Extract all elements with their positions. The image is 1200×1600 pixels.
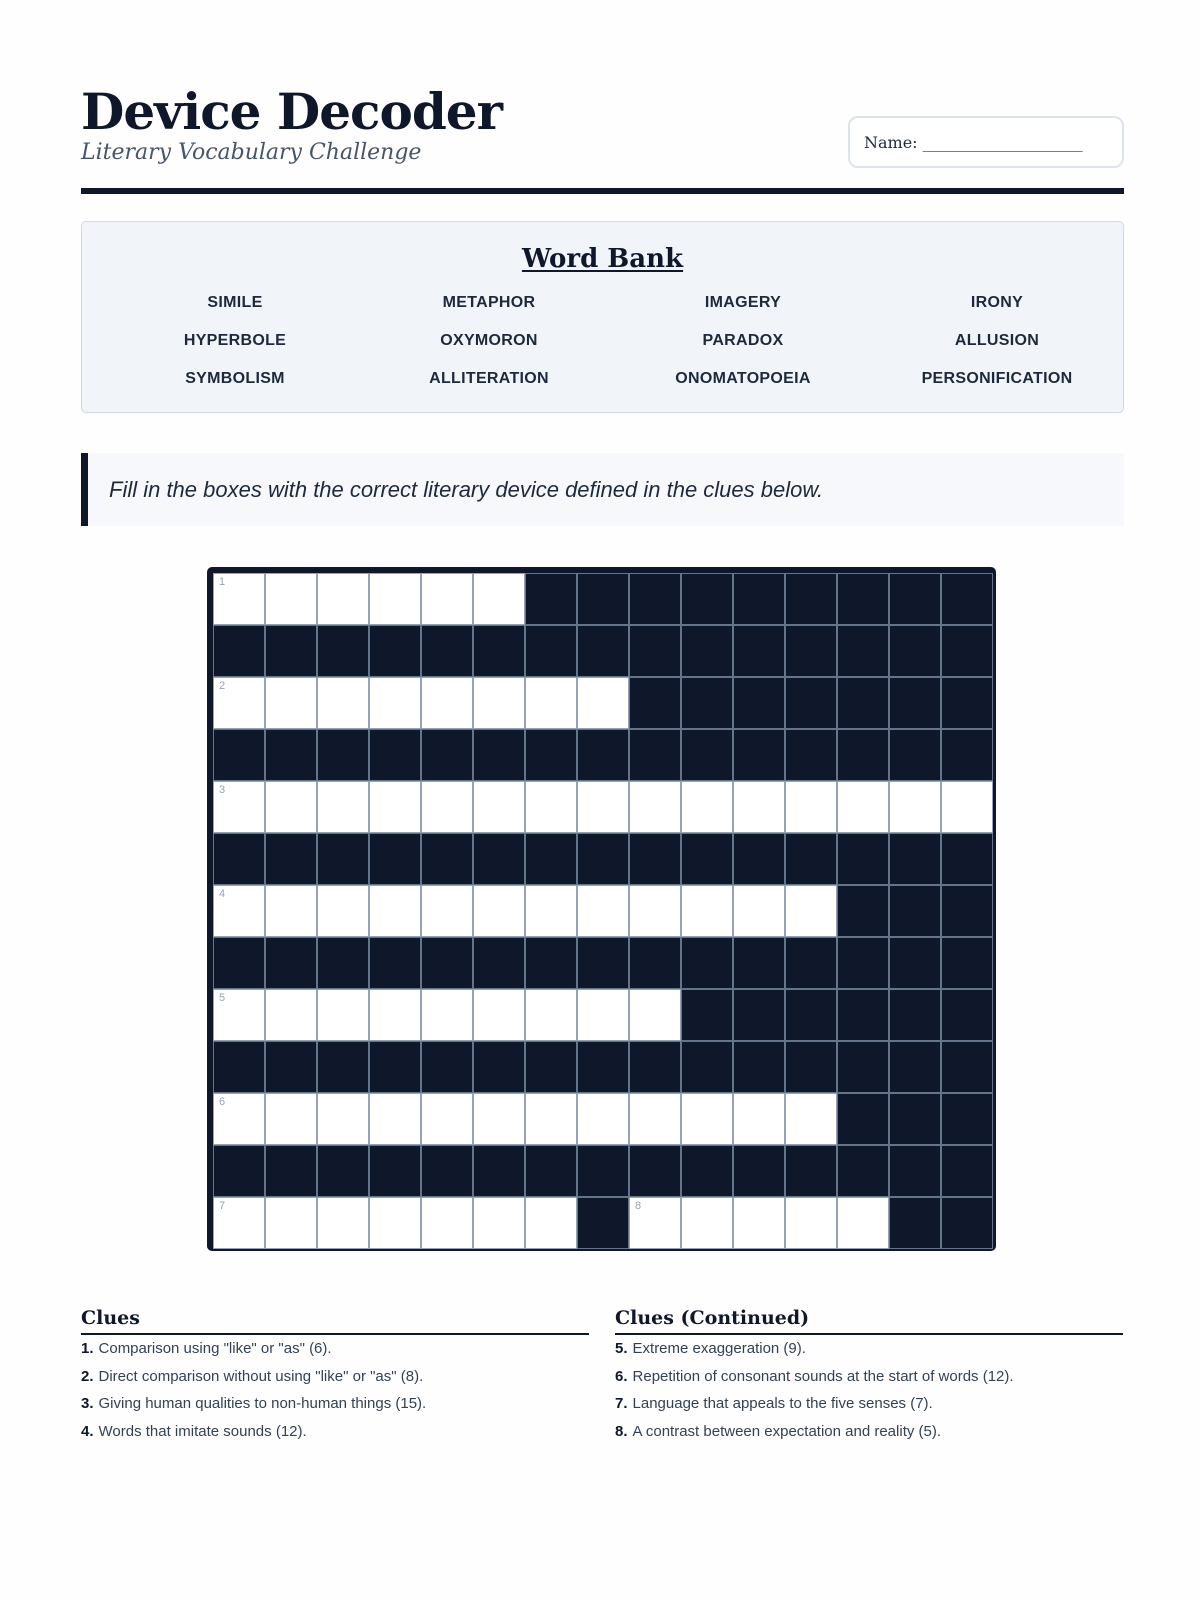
crossword-cell[interactable] bbox=[369, 989, 421, 1041]
crossword-cell[interactable] bbox=[733, 1197, 785, 1249]
word-bank-item: ALLUSION bbox=[954, 332, 1040, 349]
crossword-block bbox=[837, 989, 889, 1041]
crossword-cells bbox=[213, 573, 990, 1249]
crossword-cell[interactable] bbox=[525, 989, 577, 1041]
crossword-cell[interactable] bbox=[421, 885, 473, 937]
crossword-block bbox=[785, 1041, 837, 1093]
crossword-cell[interactable] bbox=[837, 1197, 889, 1249]
clues-continued-heading: Clues (Continued) bbox=[615, 1305, 1123, 1335]
clue-number-label: 6 bbox=[219, 1096, 226, 1108]
crossword-block bbox=[421, 729, 473, 781]
clue-number: 7. bbox=[615, 1395, 628, 1412]
word-bank bbox=[81, 221, 1124, 413]
crossword-block bbox=[941, 1197, 993, 1249]
word-bank-title: Word Bank bbox=[521, 244, 684, 274]
crossword-block bbox=[889, 1041, 941, 1093]
crossword-block bbox=[369, 1145, 421, 1197]
crossword-block bbox=[369, 625, 421, 677]
crossword-cell[interactable] bbox=[681, 885, 733, 937]
crossword-block bbox=[837, 729, 889, 781]
crossword-cell[interactable] bbox=[473, 989, 525, 1041]
crossword-cell[interactable] bbox=[733, 1093, 785, 1145]
clues-heading: Clues bbox=[81, 1305, 589, 1335]
crossword-cell[interactable] bbox=[213, 1093, 265, 1145]
clue-text: Extreme exaggeration (9). bbox=[632, 1340, 806, 1357]
word-bank-item: SIMILE bbox=[207, 294, 263, 311]
crossword-cell[interactable] bbox=[629, 885, 681, 937]
crossword-block bbox=[733, 573, 785, 625]
crossword-block bbox=[265, 937, 317, 989]
crossword-cell[interactable] bbox=[785, 1197, 837, 1249]
crossword-block bbox=[473, 625, 525, 677]
crossword-cell[interactable] bbox=[421, 573, 473, 625]
clue-text: Direct comparison without using "like" or "as" (8). bbox=[98, 1367, 424, 1385]
crossword-block bbox=[837, 833, 889, 885]
crossword-cell[interactable] bbox=[213, 989, 265, 1041]
crossword-cell[interactable] bbox=[473, 677, 525, 729]
crossword-block bbox=[421, 625, 473, 677]
name-field[interactable]: Name: ____________________ bbox=[848, 116, 1124, 168]
crossword-block bbox=[421, 1041, 473, 1093]
crossword-cell[interactable] bbox=[265, 1093, 317, 1145]
crossword-cell[interactable] bbox=[421, 1197, 473, 1249]
crossword-block bbox=[525, 625, 577, 677]
word-bank-item: PARADOX bbox=[702, 332, 784, 349]
crossword-block bbox=[213, 1145, 265, 1197]
crossword-block bbox=[629, 1041, 681, 1093]
instruction-callout: Fill in the boxes with the correct literary device defined in the clues below. bbox=[81, 453, 1124, 526]
crossword-block bbox=[525, 573, 577, 625]
crossword-block bbox=[733, 1145, 785, 1197]
word-bank-item: ALLITERATION bbox=[429, 370, 549, 387]
crossword-block bbox=[889, 1197, 941, 1249]
crossword-cell[interactable] bbox=[525, 885, 577, 937]
crossword-cell[interactable] bbox=[265, 989, 317, 1041]
crossword-cell[interactable] bbox=[681, 781, 733, 833]
crossword-cell[interactable] bbox=[421, 989, 473, 1041]
crossword-block bbox=[421, 1145, 473, 1197]
clue-number: 4. bbox=[81, 1422, 94, 1440]
crossword-block bbox=[733, 625, 785, 677]
crossword-block bbox=[941, 1093, 993, 1145]
crossword-block bbox=[473, 833, 525, 885]
crossword-block bbox=[213, 937, 265, 989]
crossword-block bbox=[837, 573, 889, 625]
word-bank-item: IRONY bbox=[970, 294, 1024, 311]
crossword-cell[interactable] bbox=[525, 781, 577, 833]
crossword-block bbox=[889, 729, 941, 781]
crossword-block bbox=[317, 1041, 369, 1093]
crossword-cell[interactable] bbox=[473, 1093, 525, 1145]
clue-number-label: 3 bbox=[219, 784, 226, 796]
crossword-block bbox=[525, 729, 577, 781]
clue-text: Comparison using "like" or "as" (6). bbox=[98, 1340, 332, 1357]
crossword-block bbox=[629, 937, 681, 989]
crossword-block bbox=[837, 1145, 889, 1197]
crossword-cell[interactable] bbox=[369, 781, 421, 833]
crossword-block bbox=[577, 625, 629, 677]
crossword-block bbox=[265, 833, 317, 885]
word-bank-item: OXYMORON bbox=[440, 332, 538, 349]
crossword-block bbox=[785, 729, 837, 781]
crossword-block bbox=[681, 833, 733, 885]
crossword-block bbox=[733, 1041, 785, 1093]
crossword-cell[interactable] bbox=[213, 677, 265, 729]
crossword-block bbox=[889, 885, 941, 937]
clue-number: 8. bbox=[615, 1422, 628, 1440]
word-bank-grid bbox=[108, 284, 1124, 398]
crossword-block bbox=[889, 937, 941, 989]
crossword-cell[interactable] bbox=[577, 677, 629, 729]
crossword-block bbox=[837, 1041, 889, 1093]
crossword-block bbox=[629, 573, 681, 625]
crossword-cell[interactable] bbox=[265, 1197, 317, 1249]
crossword-cell[interactable] bbox=[265, 885, 317, 937]
crossword-cell[interactable] bbox=[369, 677, 421, 729]
crossword-block bbox=[733, 937, 785, 989]
crossword-block bbox=[525, 1145, 577, 1197]
crossword-cell[interactable] bbox=[265, 573, 317, 625]
crossword-cell[interactable] bbox=[629, 1093, 681, 1145]
crossword-cell[interactable] bbox=[473, 781, 525, 833]
crossword-block bbox=[265, 1041, 317, 1093]
crossword-block bbox=[941, 677, 993, 729]
crossword-block bbox=[213, 625, 265, 677]
crossword-block bbox=[577, 1041, 629, 1093]
crossword-cell[interactable] bbox=[421, 1093, 473, 1145]
clue-text: Repetition of consonant sounds at the start of words (12). bbox=[632, 1367, 1014, 1385]
crossword-cell[interactable] bbox=[317, 573, 369, 625]
crossword-cell[interactable] bbox=[525, 677, 577, 729]
crossword-block bbox=[681, 573, 733, 625]
clue-item bbox=[81, 1390, 589, 1418]
crossword-cell[interactable] bbox=[421, 677, 473, 729]
crossword-block bbox=[837, 885, 889, 937]
crossword-block bbox=[629, 1145, 681, 1197]
crossword-cell[interactable] bbox=[733, 781, 785, 833]
crossword-block bbox=[941, 937, 993, 989]
word-bank-item: PERSONIFICATION bbox=[921, 370, 1073, 387]
crossword-block bbox=[941, 625, 993, 677]
crossword-cell[interactable] bbox=[421, 781, 473, 833]
clue-item bbox=[615, 1418, 1123, 1446]
crossword-block bbox=[369, 833, 421, 885]
clue-item bbox=[81, 1335, 589, 1363]
crossword-cell[interactable] bbox=[681, 1093, 733, 1145]
crossword-block bbox=[629, 625, 681, 677]
crossword-block bbox=[733, 833, 785, 885]
crossword-block bbox=[577, 573, 629, 625]
crossword-cell[interactable] bbox=[889, 781, 941, 833]
page-subtitle: Literary Vocabulary Challenge bbox=[81, 140, 422, 165]
crossword-cell[interactable] bbox=[785, 1093, 837, 1145]
crossword-cell[interactable] bbox=[317, 781, 369, 833]
crossword-cell[interactable] bbox=[577, 781, 629, 833]
crossword-block bbox=[889, 625, 941, 677]
crossword-block bbox=[577, 729, 629, 781]
crossword-block bbox=[421, 937, 473, 989]
word-bank-item: METAPHOR bbox=[442, 294, 536, 311]
crossword-block bbox=[941, 989, 993, 1041]
clue-number-label: 5 bbox=[219, 992, 226, 1004]
crossword-cell[interactable] bbox=[213, 1197, 265, 1249]
crossword-block bbox=[681, 729, 733, 781]
crossword-block bbox=[837, 625, 889, 677]
clue-item bbox=[615, 1363, 1123, 1391]
crossword-block bbox=[577, 833, 629, 885]
header-divider bbox=[81, 188, 1124, 194]
crossword-cell[interactable] bbox=[369, 1197, 421, 1249]
crossword-cell[interactable] bbox=[265, 781, 317, 833]
crossword-block bbox=[473, 937, 525, 989]
crossword-cell[interactable] bbox=[525, 1093, 577, 1145]
page-title: Device Decoder bbox=[81, 82, 502, 141]
crossword-block bbox=[265, 729, 317, 781]
crossword-block bbox=[941, 833, 993, 885]
clue-text: Giving human qualities to non-human things (15). bbox=[98, 1395, 427, 1412]
crossword-cell[interactable] bbox=[577, 989, 629, 1041]
clues-column-right bbox=[615, 1305, 1123, 1445]
crossword-block bbox=[369, 937, 421, 989]
crossword-cell[interactable] bbox=[629, 781, 681, 833]
crossword-cell[interactable] bbox=[525, 1197, 577, 1249]
crossword-block bbox=[733, 729, 785, 781]
crossword-cell[interactable] bbox=[317, 989, 369, 1041]
crossword-block bbox=[265, 625, 317, 677]
clue-item bbox=[615, 1335, 1123, 1363]
clue-text: Language that appeals to the five senses (7). bbox=[632, 1395, 933, 1412]
crossword-block bbox=[369, 729, 421, 781]
crossword-block bbox=[473, 1041, 525, 1093]
crossword-block bbox=[317, 625, 369, 677]
crossword-block bbox=[889, 1093, 941, 1145]
crossword-cell[interactable] bbox=[629, 989, 681, 1041]
crossword-block bbox=[681, 1145, 733, 1197]
crossword-cell[interactable] bbox=[317, 885, 369, 937]
crossword-block bbox=[837, 1093, 889, 1145]
clue-number-label: 7 bbox=[219, 1200, 226, 1212]
clue-number-label: 2 bbox=[219, 680, 226, 692]
crossword-block bbox=[525, 937, 577, 989]
crossword-block bbox=[941, 1145, 993, 1197]
crossword-cell[interactable] bbox=[629, 1197, 681, 1249]
crossword-block bbox=[473, 729, 525, 781]
crossword-block bbox=[889, 677, 941, 729]
crossword-block bbox=[213, 833, 265, 885]
crossword-cell[interactable] bbox=[577, 1093, 629, 1145]
crossword-block bbox=[733, 677, 785, 729]
crossword-cell[interactable] bbox=[681, 1197, 733, 1249]
crossword-cell[interactable] bbox=[733, 885, 785, 937]
word-bank-item: HYPERBOLE bbox=[183, 332, 287, 349]
clue-number-label: 4 bbox=[219, 888, 226, 900]
crossword-block bbox=[785, 989, 837, 1041]
crossword-block bbox=[577, 1197, 629, 1249]
crossword-block bbox=[317, 1145, 369, 1197]
crossword-cell[interactable] bbox=[785, 885, 837, 937]
crossword-block bbox=[577, 937, 629, 989]
clues-column-left bbox=[81, 1305, 589, 1445]
crossword-cell[interactable] bbox=[941, 781, 993, 833]
crossword-block bbox=[629, 677, 681, 729]
clue-text: A contrast between expectation and reality (5). bbox=[632, 1422, 942, 1440]
crossword-block bbox=[421, 833, 473, 885]
clue-number-label: 1 bbox=[219, 576, 226, 588]
crossword-block bbox=[785, 833, 837, 885]
crossword-block bbox=[889, 1145, 941, 1197]
crossword-cell[interactable] bbox=[265, 677, 317, 729]
crossword-block bbox=[629, 729, 681, 781]
crossword-cell[interactable] bbox=[473, 573, 525, 625]
crossword-cell[interactable] bbox=[317, 677, 369, 729]
crossword-cell[interactable] bbox=[837, 781, 889, 833]
crossword-block bbox=[889, 833, 941, 885]
clue-number: 5. bbox=[615, 1340, 628, 1357]
crossword-block bbox=[681, 989, 733, 1041]
crossword-cell[interactable] bbox=[473, 885, 525, 937]
crossword-block bbox=[369, 1041, 421, 1093]
clue-item bbox=[81, 1418, 589, 1446]
crossword-block bbox=[837, 677, 889, 729]
crossword-cell[interactable] bbox=[213, 573, 265, 625]
clue-number: 3. bbox=[81, 1395, 94, 1412]
crossword-cell[interactable] bbox=[785, 781, 837, 833]
crossword-block bbox=[681, 677, 733, 729]
crossword-cell[interactable] bbox=[317, 1093, 369, 1145]
crossword-block bbox=[941, 573, 993, 625]
clue-item bbox=[81, 1363, 589, 1391]
crossword-cell[interactable] bbox=[473, 1197, 525, 1249]
crossword-cell[interactable] bbox=[317, 1197, 369, 1249]
clue-number: 2. bbox=[81, 1367, 94, 1385]
crossword-block bbox=[681, 625, 733, 677]
crossword-block bbox=[889, 989, 941, 1041]
crossword-block bbox=[681, 1041, 733, 1093]
word-bank-item: SYMBOLISM bbox=[185, 370, 285, 387]
page-header bbox=[81, 80, 1124, 193]
clue-number: 1. bbox=[81, 1340, 94, 1357]
crossword-block bbox=[785, 1145, 837, 1197]
crossword-block bbox=[213, 1041, 265, 1093]
crossword-block bbox=[265, 1145, 317, 1197]
word-bank-item: IMAGERY bbox=[704, 294, 782, 311]
crossword-cell[interactable] bbox=[213, 885, 265, 937]
word-bank-item: ONOMATOPOEIA bbox=[675, 370, 811, 387]
crossword-block bbox=[785, 937, 837, 989]
crossword-block bbox=[889, 573, 941, 625]
crossword-block bbox=[733, 989, 785, 1041]
crossword-block bbox=[785, 625, 837, 677]
crossword-cell[interactable] bbox=[369, 1093, 421, 1145]
clue-text: Words that imitate sounds (12). bbox=[98, 1422, 307, 1440]
crossword-block bbox=[941, 885, 993, 937]
crossword-grid bbox=[207, 567, 996, 1251]
crossword-block bbox=[577, 1145, 629, 1197]
crossword-block bbox=[629, 833, 681, 885]
crossword-block bbox=[525, 1041, 577, 1093]
crossword-cell[interactable] bbox=[369, 573, 421, 625]
crossword-block bbox=[785, 573, 837, 625]
crossword-block bbox=[317, 729, 369, 781]
crossword-block bbox=[785, 677, 837, 729]
crossword-block bbox=[317, 833, 369, 885]
clue-number-label: 8 bbox=[635, 1200, 642, 1212]
crossword-cell[interactable] bbox=[577, 885, 629, 937]
crossword-cell[interactable] bbox=[213, 781, 265, 833]
crossword-block bbox=[473, 1145, 525, 1197]
crossword-cell[interactable] bbox=[369, 885, 421, 937]
clue-item bbox=[615, 1390, 1123, 1418]
crossword-block bbox=[837, 937, 889, 989]
crossword-block bbox=[525, 833, 577, 885]
crossword-block bbox=[213, 729, 265, 781]
crossword-block bbox=[941, 1041, 993, 1093]
clue-number: 6. bbox=[615, 1367, 628, 1385]
crossword-block bbox=[941, 729, 993, 781]
crossword-block bbox=[681, 937, 733, 989]
crossword-block bbox=[317, 937, 369, 989]
